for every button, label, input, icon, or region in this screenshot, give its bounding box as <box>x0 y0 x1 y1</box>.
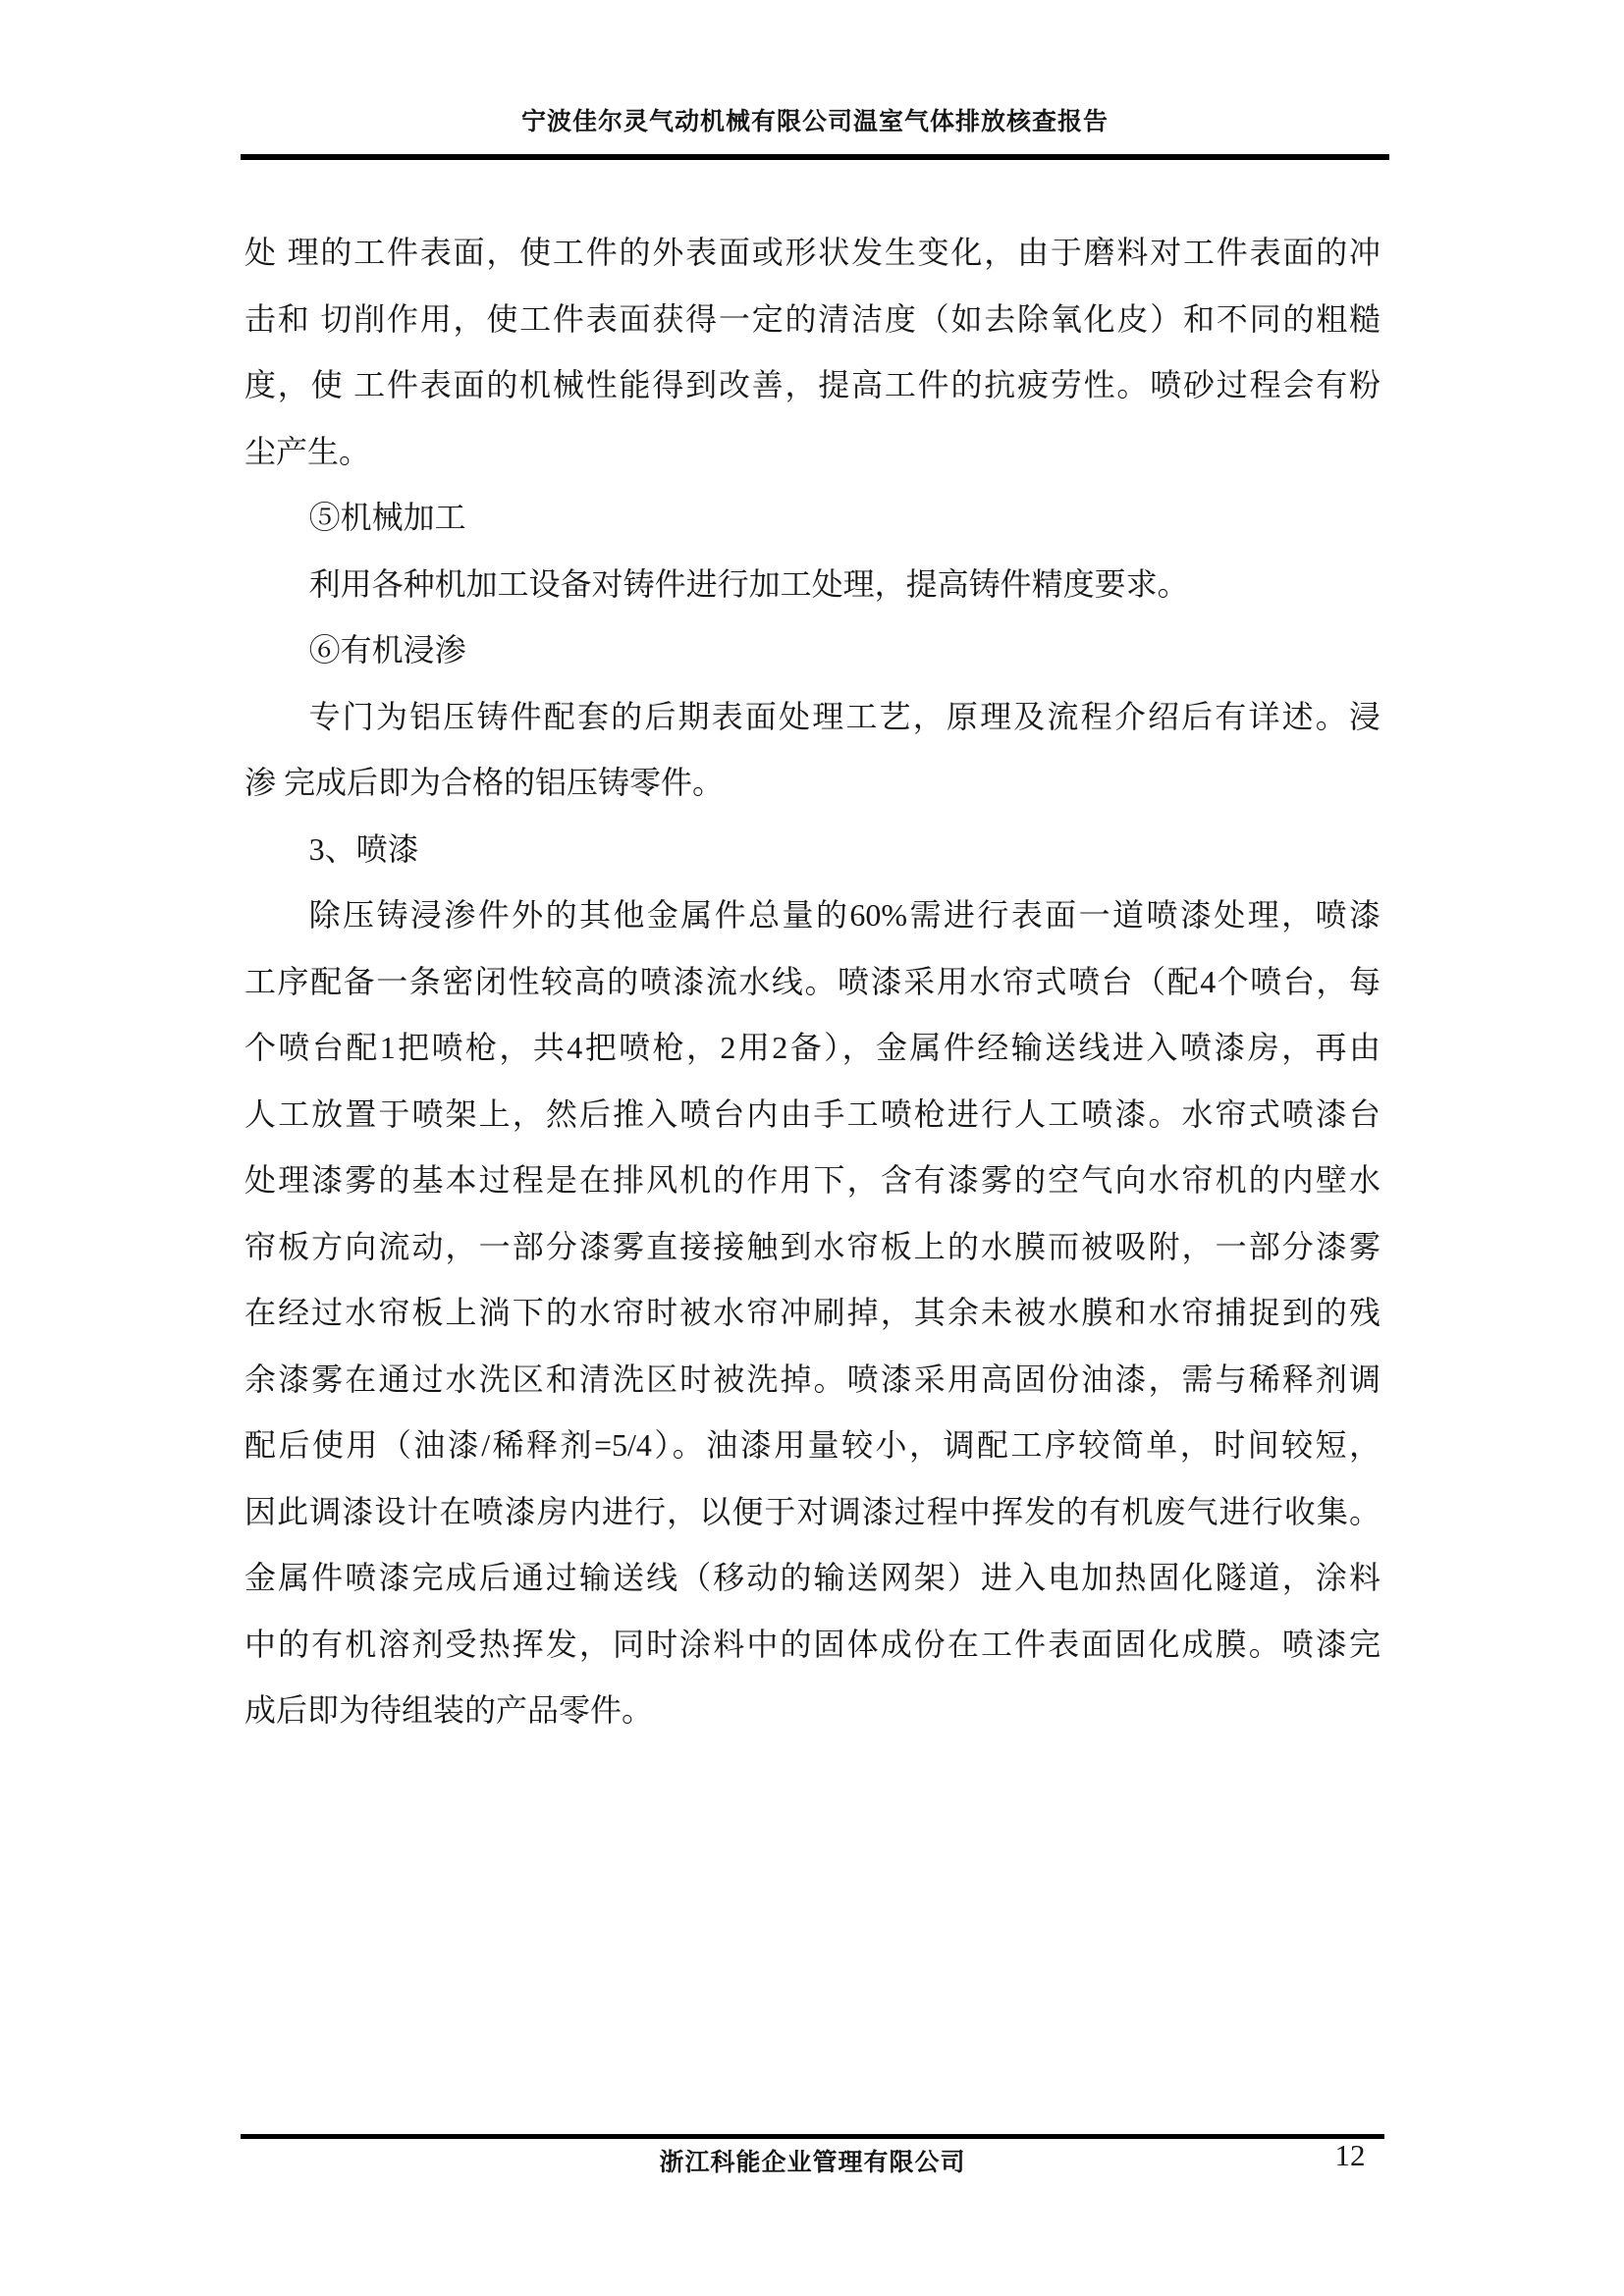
header-rule <box>241 154 1389 160</box>
text-line: 帘板方向流动，一部分漆雾直接接触到水帘板上的水膜而被吸附，一部分漆雾 <box>244 1228 1380 1264</box>
text-line: 专门为铝压铸件配套的后期表面处理工艺，原理及流程介绍后有详述。浸 <box>308 698 1380 734</box>
text-line: 利用各种机加工设备对铸件进行加工处理，提高铸件精度要求。 <box>308 565 1189 602</box>
text-line: ⑥有机浸渗 <box>308 632 466 667</box>
text-line: 金属件喷漆完成后通过输送线（移动的输送网架）进入电加热固化隧道，涂料 <box>244 1560 1380 1595</box>
text-line: 度，使 工件表面的机械性能得到改善，提高工件的抗疲劳性。喷砂过程会有粉 <box>244 367 1380 402</box>
text-line: 处理漆雾的基本过程是在排风机的作用下，含有漆雾的空气向水帘机的内壁水 <box>244 1162 1380 1198</box>
text-line: 在经过水帘板上淌下的水帘时被水帘冲刷掉，其余未被水膜和水帘捕捉到的残 <box>244 1295 1380 1330</box>
text-line: 工序配备一条密闭性较高的喷漆流水线。喷漆采用水帘式喷台（配4个喷台，每 <box>244 963 1380 999</box>
text-line: ⑤机械加工 <box>308 500 466 535</box>
text-line: 尘产生。 <box>244 433 371 469</box>
text-line: 中的有机溶剂受热挥发，同时涂料中的固体成份在工件表面固化成膜。喷漆完 <box>244 1626 1380 1662</box>
text-line: 余漆雾在通过水洗区和清洗区时被洗掉。喷漆采用高固份油漆，需与稀释剂调 <box>244 1361 1380 1397</box>
text-line: 除压铸浸渗件外的其他金属件总量的60%需进行表面一道喷漆处理，喷漆 <box>308 897 1380 933</box>
footer-rule <box>241 2134 1384 2139</box>
text-line: 渗 完成后即为合格的铝压铸零件。 <box>244 765 725 800</box>
page-header-title: 宁波佳尔灵气动机械有限公司温室气体排放核查报告 <box>520 108 1109 135</box>
text-line: 成后即为待组装的产品零件。 <box>244 1692 654 1728</box>
text-line: 人工放置于喷架上，然后推入喷台内由手工喷枪进行人工喷漆。水帘式喷漆台 <box>244 1095 1380 1132</box>
text-line: 3、喷漆 <box>308 830 419 867</box>
text-line: 处 理的工件表面，使工件的外表面或形状发生变化，由于磨料对工件表面的冲 <box>244 235 1380 270</box>
text-line: 击和 切削作用，使工件表面获得一定的清洁度（如去除氧化皮）和不同的粗糙 <box>244 300 1380 337</box>
document-body <box>244 220 1380 1744</box>
page-number: 12 <box>1334 2138 1366 2172</box>
footer-company-name: 浙江科能企业管理有限公司 <box>659 2149 966 2176</box>
text-line: 配后使用（油漆/稀释剂=5/4）。油漆用量较小，调配工序较简单，时间较短， <box>244 1427 1380 1463</box>
text-line: 因此调漆设计在喷漆房内进行，以便于对调漆过程中挥发的有机废气进行收集。 <box>244 1493 1380 1529</box>
text-line: 个喷台配1把喷枪，共4把喷枪，2用2备），金属件经输送线进入喷漆房，再由 <box>244 1030 1380 1065</box>
